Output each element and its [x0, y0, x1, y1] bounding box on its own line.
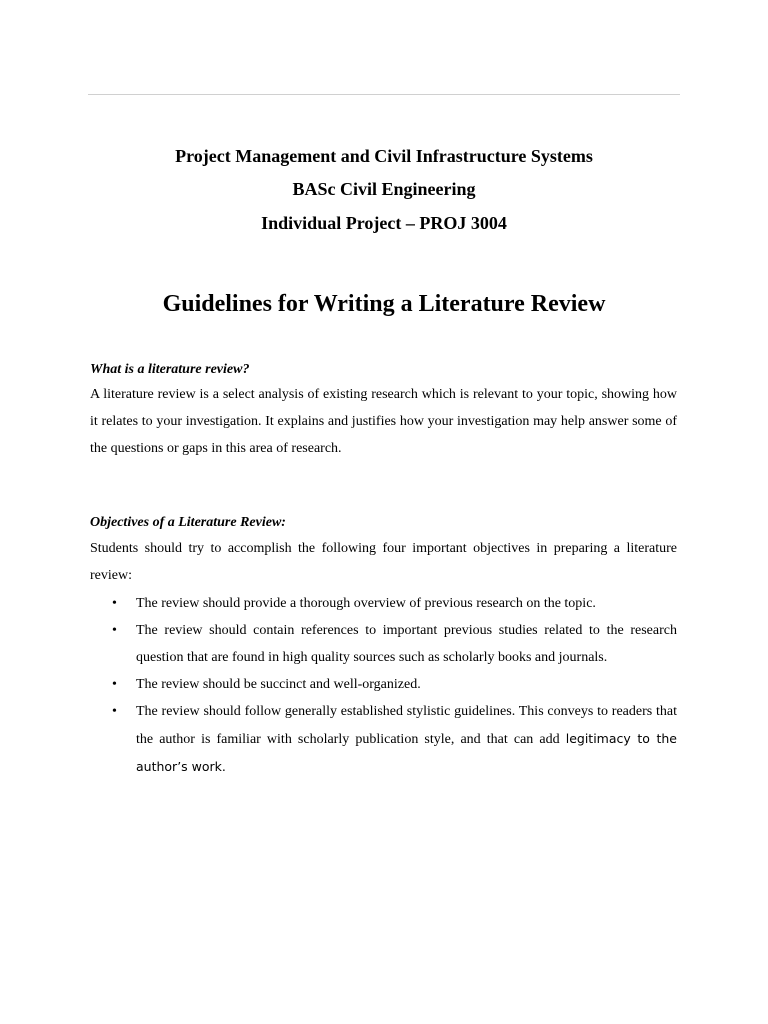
- top-divider: [88, 94, 680, 95]
- program-title: Project Management and Civil Infrastructure Systems: [175, 146, 593, 166]
- section-body-objectives: Students should try to accomplish the following four important objectives in preparing a literature review:: [90, 541, 677, 583]
- bullet-icon: •: [112, 596, 117, 611]
- list-item-text-tail: legitimacy to the author’s work.: [136, 731, 677, 774]
- objectives-list: [90, 590, 677, 781]
- section-heading-what-is: What is a literature review?: [90, 362, 250, 377]
- list-item: [90, 590, 677, 617]
- course-title: Individual Project – PROJ 3004: [261, 213, 507, 233]
- list-item-text: The review should follow generally established stylistic guidelines. This conveys to readers that the author is familiar with scholarly publication style, and that can add: [136, 704, 677, 747]
- list-item-text: The review should be succinct and well-organized.: [136, 677, 421, 692]
- bullet-icon: •: [112, 677, 117, 692]
- list-item-text: The review should provide a thorough overview of previous research on the topic.: [136, 596, 596, 611]
- section-heading-objectives: Objectives of a Literature Review:: [90, 515, 286, 530]
- degree-title: BASc Civil Engineering: [292, 179, 476, 199]
- bullet-icon: •: [112, 704, 117, 719]
- list-item-text: The review should contain references to important previous studies related to the research question that are found in high quality sources such as scholarly books and journals.: [136, 623, 677, 665]
- list-item: [90, 671, 677, 698]
- bullet-icon: •: [112, 623, 117, 638]
- document-title: Guidelines for Writing a Literature Review: [162, 291, 606, 317]
- list-item: [90, 698, 677, 781]
- list-item: [90, 617, 677, 671]
- section-body-what-is: A literature review is a select analysis of existing research which is relevant to your topic, showing how it relates to your investigation. It explains and justifies how your investigation may help answer some of the questions or gaps in this area of research.: [90, 387, 677, 456]
